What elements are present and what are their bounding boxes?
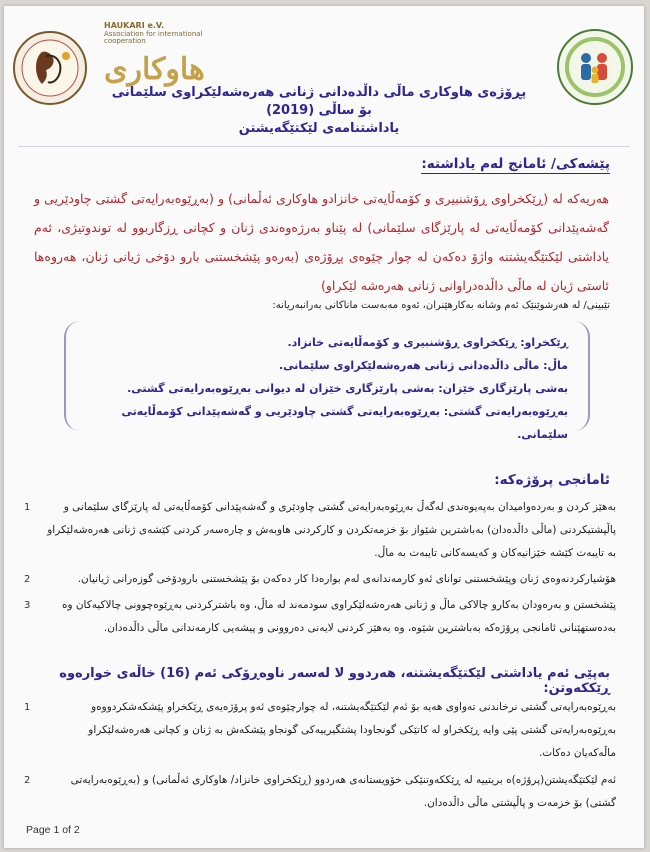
woman-profile-emblem-icon: [12, 30, 88, 106]
item-number: 2: [24, 574, 31, 585]
list-item: [18, 769, 616, 815]
item-number: 2: [24, 775, 31, 786]
intro-heading: [421, 156, 610, 172]
goals-heading-text: ئامانجی پرۆژەکە:: [494, 472, 610, 488]
document-page: [4, 6, 644, 848]
item-text: پێشخستن و بەرەودان بەکارو چالاکی ماڵ و ژنانی هەرەشەلێکراوی سودمەند لە ماڵ، وە باشترکردنی بەڕێوەچوونی چالاکیەکان وە بەدەستهێنانی ئامانجی پرۆژەکە بەباشترین شێوە، وە بەهێز کردنی لایەنی دەروونی و پیشەیی کارمەندانی ماڵی داڵدەدان.: [61, 599, 616, 634]
haukari-wordmark: هاوکاری: [104, 52, 205, 87]
agreement-heading: بەپێی ئەم یاداشتی لێکتێگەیشتنە، هەردوو لا لەسەر ناوەڕۆکی ئەم (16) خاڵەی خوارەوە ڕێککەوتن:: [59, 666, 610, 696]
haukari-small-name: HAUKARI e.V.: [104, 21, 165, 30]
goals-heading: [494, 472, 610, 488]
haukari-caption: [104, 22, 204, 46]
definition-item: بەڕێوەبەرایەتی گشتی: بەڕێوەبەرایەتی گشتی چاودێریی و گەشەپێدانی کۆمەڵایەتی سلێمانی.: [121, 405, 568, 441]
item-number: 3: [24, 600, 31, 611]
project-title: [104, 84, 534, 139]
definition-item: بەشی پارێزگاری خێزان: بەشی پارێزگاری خێزان لە دیوانی بەڕێوەبەرایەتی گشتی.: [127, 382, 568, 395]
list-item: [18, 496, 616, 565]
list-item: [18, 696, 616, 765]
item-text: بەڕێوەبەرایەتی گشتی نرخاندنی تەواوی هەیە بۆ ئەم لێکتێگەیشتنە، لە چوارچێوەی ئەو پرۆژەیەی ڕێکخراو پێشکەشکردووەو بەڕێوەبەرایەتی گشتی پێی وایە ڕێکخراو لە کاتێکی گونجاودا پشتگیرییەکی گونجاو پێشکەش بە ژنان و کچانی هەرەشەلێکراو ماڵەکەیان دەکات.: [88, 701, 616, 759]
intro-heading-text: پێشەکی/ ئامانج لەم یاداشتە:: [421, 156, 610, 172]
page-indicator: Page 1 of 2: [26, 824, 80, 836]
haukari-small-sub: Association for international cooperation: [104, 29, 203, 46]
terms-note: تێبینی/ لە هەرشوێنێک ئەم وشانە بەکارهێنران، ئەوە مەبەست ماناکانی بەرانبەریانە:: [272, 300, 610, 311]
definitions-box: [64, 321, 590, 441]
list-item: [18, 568, 616, 591]
project-title-line-1: پڕۆژەی هاوکاری ماڵی داڵدەدانی ژنانی هەرەشەلێکراوی سلێمانی بۆ ساڵی (2019): [111, 85, 527, 119]
item-text: هۆشیارکردنەوەی ژنان وپێشخستنی توانای ئەو کارمەندانەی لەم بوارەدا کار دەکەن بۆ پێشخستنی بارودۆخی گوزەرانی ژیانیان.: [77, 573, 616, 585]
header-divider: [18, 146, 630, 147]
definition-item: ڕێکخراو: ڕێکخراوی ڕۆشنبیری و کۆمەڵایەتی خانزاد.: [287, 336, 568, 349]
definitions-list: [88, 331, 568, 446]
item-text: ئەم لێکتێگەیشتن(پرۆژە)ە بریتییە لە ڕێککەوتنێکی خۆویستانەی هەردوو (ڕێکخراوی خانزاد/ هاوکاری ئەڵمانی) و (بەڕێوەبەرایەتی گشتی) بۆ خزمەت و پاڵپشتی ماڵی داڵدەدان.: [70, 774, 616, 809]
list-item: [18, 594, 616, 640]
agreement-list: [18, 696, 616, 819]
project-title-line-2: یاداشتنامەی لێکتێگەیشتن: [238, 121, 400, 137]
item-number: 1: [24, 702, 31, 713]
goals-list: [18, 496, 616, 643]
letterhead: [4, 6, 644, 137]
item-text: بەهێز کردن و بەردەوامیدان بەپەیوەندی لەگەڵ بەڕێوەبەرایەتی گشتی چاودێری و گەشەپێدانی کۆمەڵایەتی لە پارێزگای سلێمانی و پاڵپشتیکردنی (ماڵی داڵدەدان) بەباشترین شێواز بۆ خزمەتکردن و کارکردنی هاوبەش و چارەسەر کردنی کێشەی ژنانی هەرەشەلێکراو بە تایبەت کێشە خێزانیەکان و کەیسەکانی تایبەت بە ماڵ.: [47, 501, 616, 559]
family-circle-emblem-icon: [556, 28, 634, 106]
intro-paragraph: هەریەکە لە (ڕێکخراوی ڕۆشنبیری و کۆمەڵایەتی خانزادو هاوکاری ئەڵمانی) و (بەڕێوەبەرایەتی گشتی چاودێریی و گەشەپێدانی کۆمەڵایەتی لە پارێزگای سلێمانی) لە پێناو بەرژەوەندی ژنان و کچانی ڕزگاربوو لە توندوتیژی، ئەم یاداشتی لێکتێگەیشتنە واژۆ دەکەن لە چوار چێوەی پڕۆژەی (بەرەو پێشخستنی بارو دۆخی ژیانی ژنان، هەروەها ئاستی ژیان لە ماڵی داڵدەدراوانی ژنانی هەرەشە لێکراو): [34, 191, 609, 293]
definition-item: ماڵ: ماڵی داڵدەدانی ژنانی هەرەشەلێکراوی سلێمانی.: [278, 359, 568, 372]
item-number: 1: [24, 502, 31, 513]
